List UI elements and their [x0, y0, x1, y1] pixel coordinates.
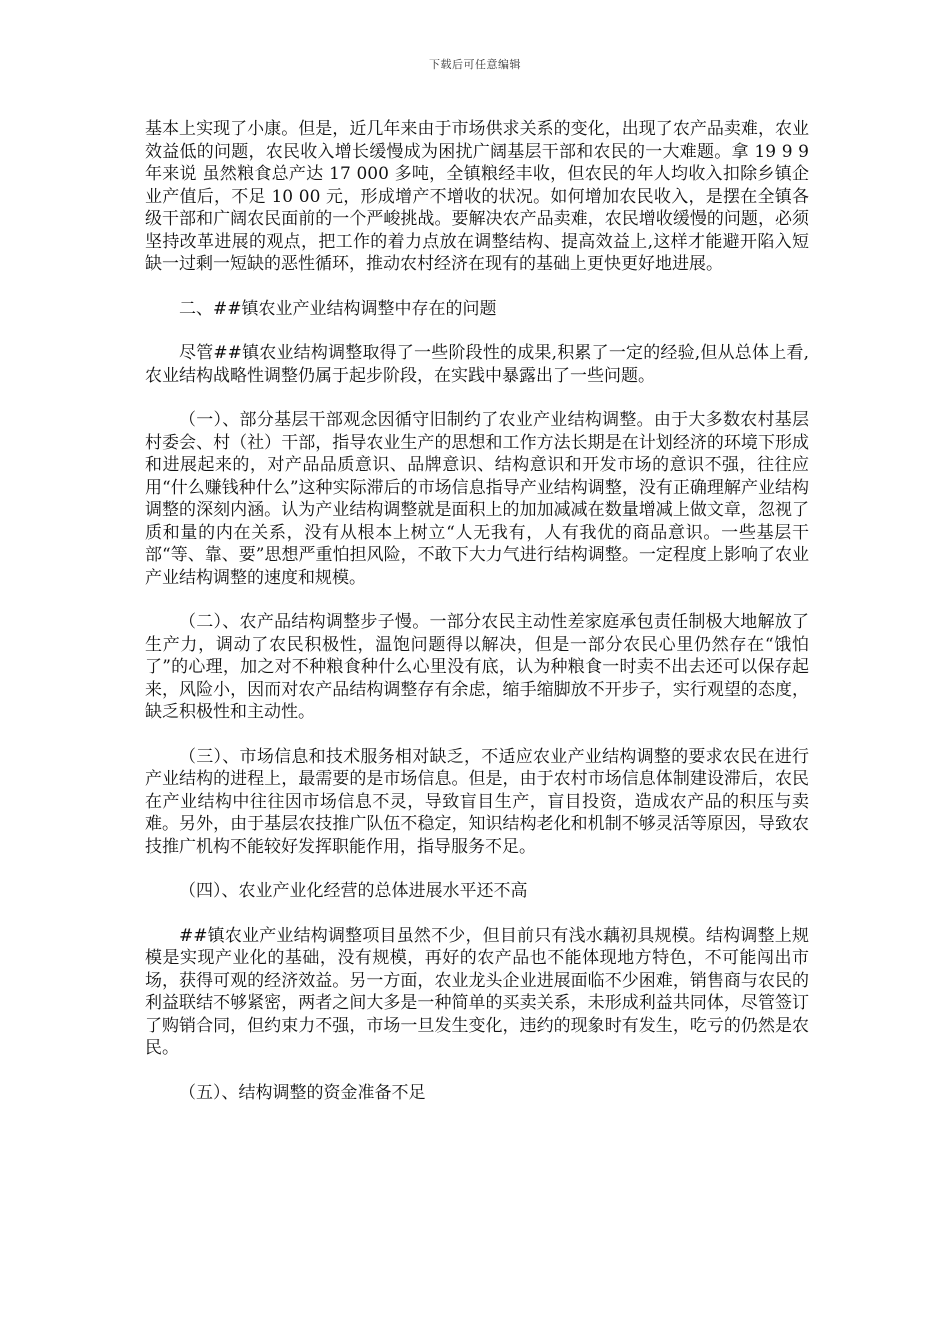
- paragraph-item-4-body: ##镇农业产业结构调整项目虽然不少，但目前只有浅水藕初具规模。结构调整上规模是实现产业化的基础，没有规模，再好的农产品也不能体现地方特色，不可能闯出市场，获得可观的经济效益。另一方面，农业龙头企业进展面临不少困难，销售商与农民的利益联结不够紧密，两者之间大多是一种简单的买卖关系，未形成利益共同体，尽管签订了购销合同，但约束力不强，市场一旦发生变化，违约的现象时有发生，吃亏的仍然是农民。: [145, 925, 809, 1058]
- section-heading-problems: 二、##镇农业产业结构调整中存在的问题: [179, 298, 497, 319]
- subheading-item-4: （四）、农业产业化经营的总体进展水平还不高: [179, 881, 528, 901]
- document-body: [145, 118, 809, 1126]
- subheading-item-5: （五）、结构调整的资金准备不足: [179, 1082, 426, 1103]
- paragraph-item-3: （三）、市场信息和技术服务相对缺乏，不适应农业产业结构调整的要求农民在进行产业结构的进程上，最需要的是市场信息。但是，由于农村市场信息体制建设滞后，农民在产业结构中往往因市场信息不灵，导致盲目生产，盲目投资，造成农产品的积压与卖难。另外，由于基层农技推广队伍不稳定，知识结构老化和机制不够灵活等原因，导致农技推广机构不能较好发挥职能作用，指导服务不足。: [145, 746, 809, 857]
- paragraph-item-2: （二）、农产品结构调整步子慢。一部分农民主动性差家庭承包责任制极大地解放了生产力，调动了农民积极性，温饱问题得以解决，但是一部分农民心里仍然存在“饿怕了”的心理，加之对不种粮食种什么心里没有底，认为种粮食一时卖不出去还可以保存起来，风险小，因而对农产品结构调整存有余虑，缩手缩脚放不开步子，实行观望的态度，缺乏积极性和主动性。: [145, 612, 809, 722]
- paragraph-intro-continuation: 基本上实现了小康。但是，近几年来由于市场供求关系的变化，出现了农产品卖难，农业效益低的问题，农民收入增长缓慢成为困扰广阔基层干部和农民的一大难题。拿 19 9 9 年来说 虽然粮食总产达 17 000 多吨，全镇粮经丰收，但农民的年人均收入扣除乡镇企业产值后，不足 10 00 元，形成增产不增收的状况。如何增加农民收入，是摆在全镇各级干部和广阔农民面前的一个严峻挑战。要解决农产品卖难，农民增收缓慢的问题，必须坚持改革进展的观点，把工作的着力点放在调整结构、提高效益上,这样才能避开陷入短缺一过剩一短缺的恶性循环，推动农村经济在现有的基础上更快更好地进展。: [145, 119, 809, 274]
- paragraph-item-1: （一）、部分基层干部观念因循守旧制约了农业产业结构调整。由于大多数农村基层村委会、村（社）干部，指导农业生产的思想和工作方法长期是在计划经济的环境下形成和进展起来的，对产品品质意识、品牌意识、结构意识和开发市场的意识不强，往往应用“什么赚钱种什么”这种实际滞后的市场信息指导产业结构调整，没有正确理解产业结构调整的深刻内涵。认为产业结构调整就是面积上的加加减减在数量增减上做文章，忽视了质和量的内在关系，没有从根本上树立“人无我有，人有我优的商品意识。一些基层干部“等、靠、要”思想严重怕担风险，不敢下大力气进行结构调整。一定程度上影响了农业产业结构调整的速度和规模。: [145, 410, 809, 588]
- paragraph-overview: 尽管##镇农业结构调整取得了一些阶段性的成果,积累了一定的经验,但从总体上看,农业结构战略性调整仍属于起步阶段，在实践中暴露出了一些问题。: [145, 343, 809, 386]
- page-header: 下载后可任意编辑: [429, 58, 521, 71]
